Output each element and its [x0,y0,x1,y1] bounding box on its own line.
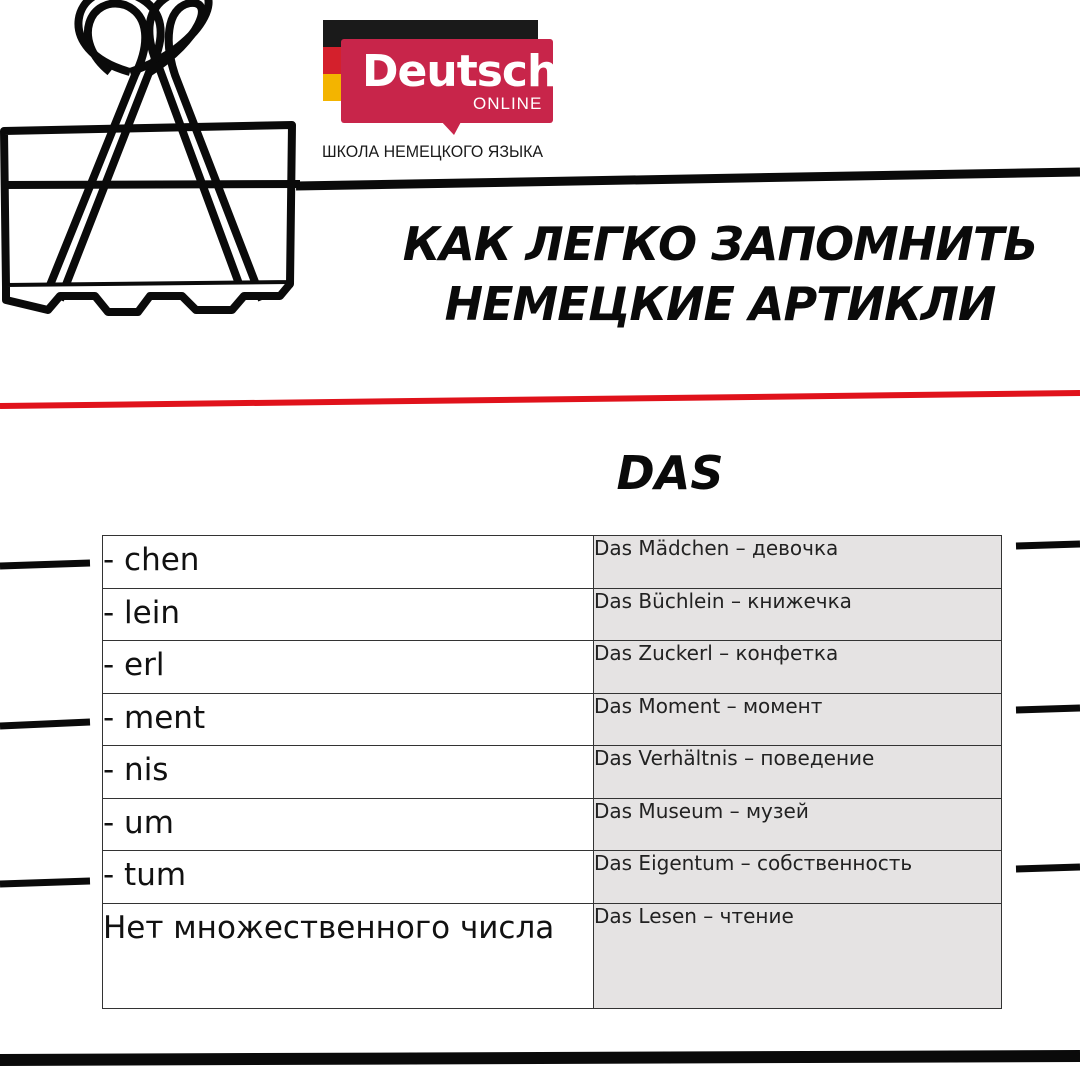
suffix-cell: - erl [103,641,594,694]
suffix-cell: - nis [103,746,594,799]
example-cell: Das Museum – музей [594,798,1002,851]
table-row [103,536,1002,589]
table-row [103,588,1002,641]
logo-online-label: ONLINE [473,94,543,113]
page-title-line-2: НЕМЕЦКИЕ АРТИКЛИ [444,277,996,331]
table-row [103,851,1002,904]
page-title-line-1: КАК ЛЕГКО ЗАПОМНИТЬ [402,217,1038,271]
suffix-cell: - ment [103,693,594,746]
suffix-cell: - um [103,798,594,851]
suffix-cell: - chen [103,536,594,589]
suffix-cell: - tum [103,851,594,904]
example-cell: Das Lesen – чтение [594,903,1002,1009]
red-divider [0,393,1080,406]
example-cell: Das Büchlein – книжечка [594,588,1002,641]
example-cell: Das Zuckerl – конфетка [594,641,1002,694]
suffix-cell: - lein [103,588,594,641]
table-row [103,693,1002,746]
example-cell: Das Moment – момент [594,693,1002,746]
suffix-cell: Нет множественного числа [103,903,594,1009]
table-row [103,641,1002,694]
table-row [103,746,1002,799]
example-cell: Das Verhältnis – поведение [594,746,1002,799]
example-cell: Das Mädchen – девочка [594,536,1002,589]
example-cell: Das Eigentum – собственность [594,851,1002,904]
suffix-table [102,535,1002,1009]
table-row [103,798,1002,851]
article-heading: DAS [616,446,724,500]
binder-clip-icon [4,0,300,312]
logo-tagline: ШКОЛА НЕМЕЦКОГО ЯЗЫКА [322,142,544,161]
bottom-rule [0,1056,1080,1060]
top-rule [296,172,1080,186]
logo-wordmark: Deutsch [362,46,558,97]
table-row [103,903,1002,1009]
